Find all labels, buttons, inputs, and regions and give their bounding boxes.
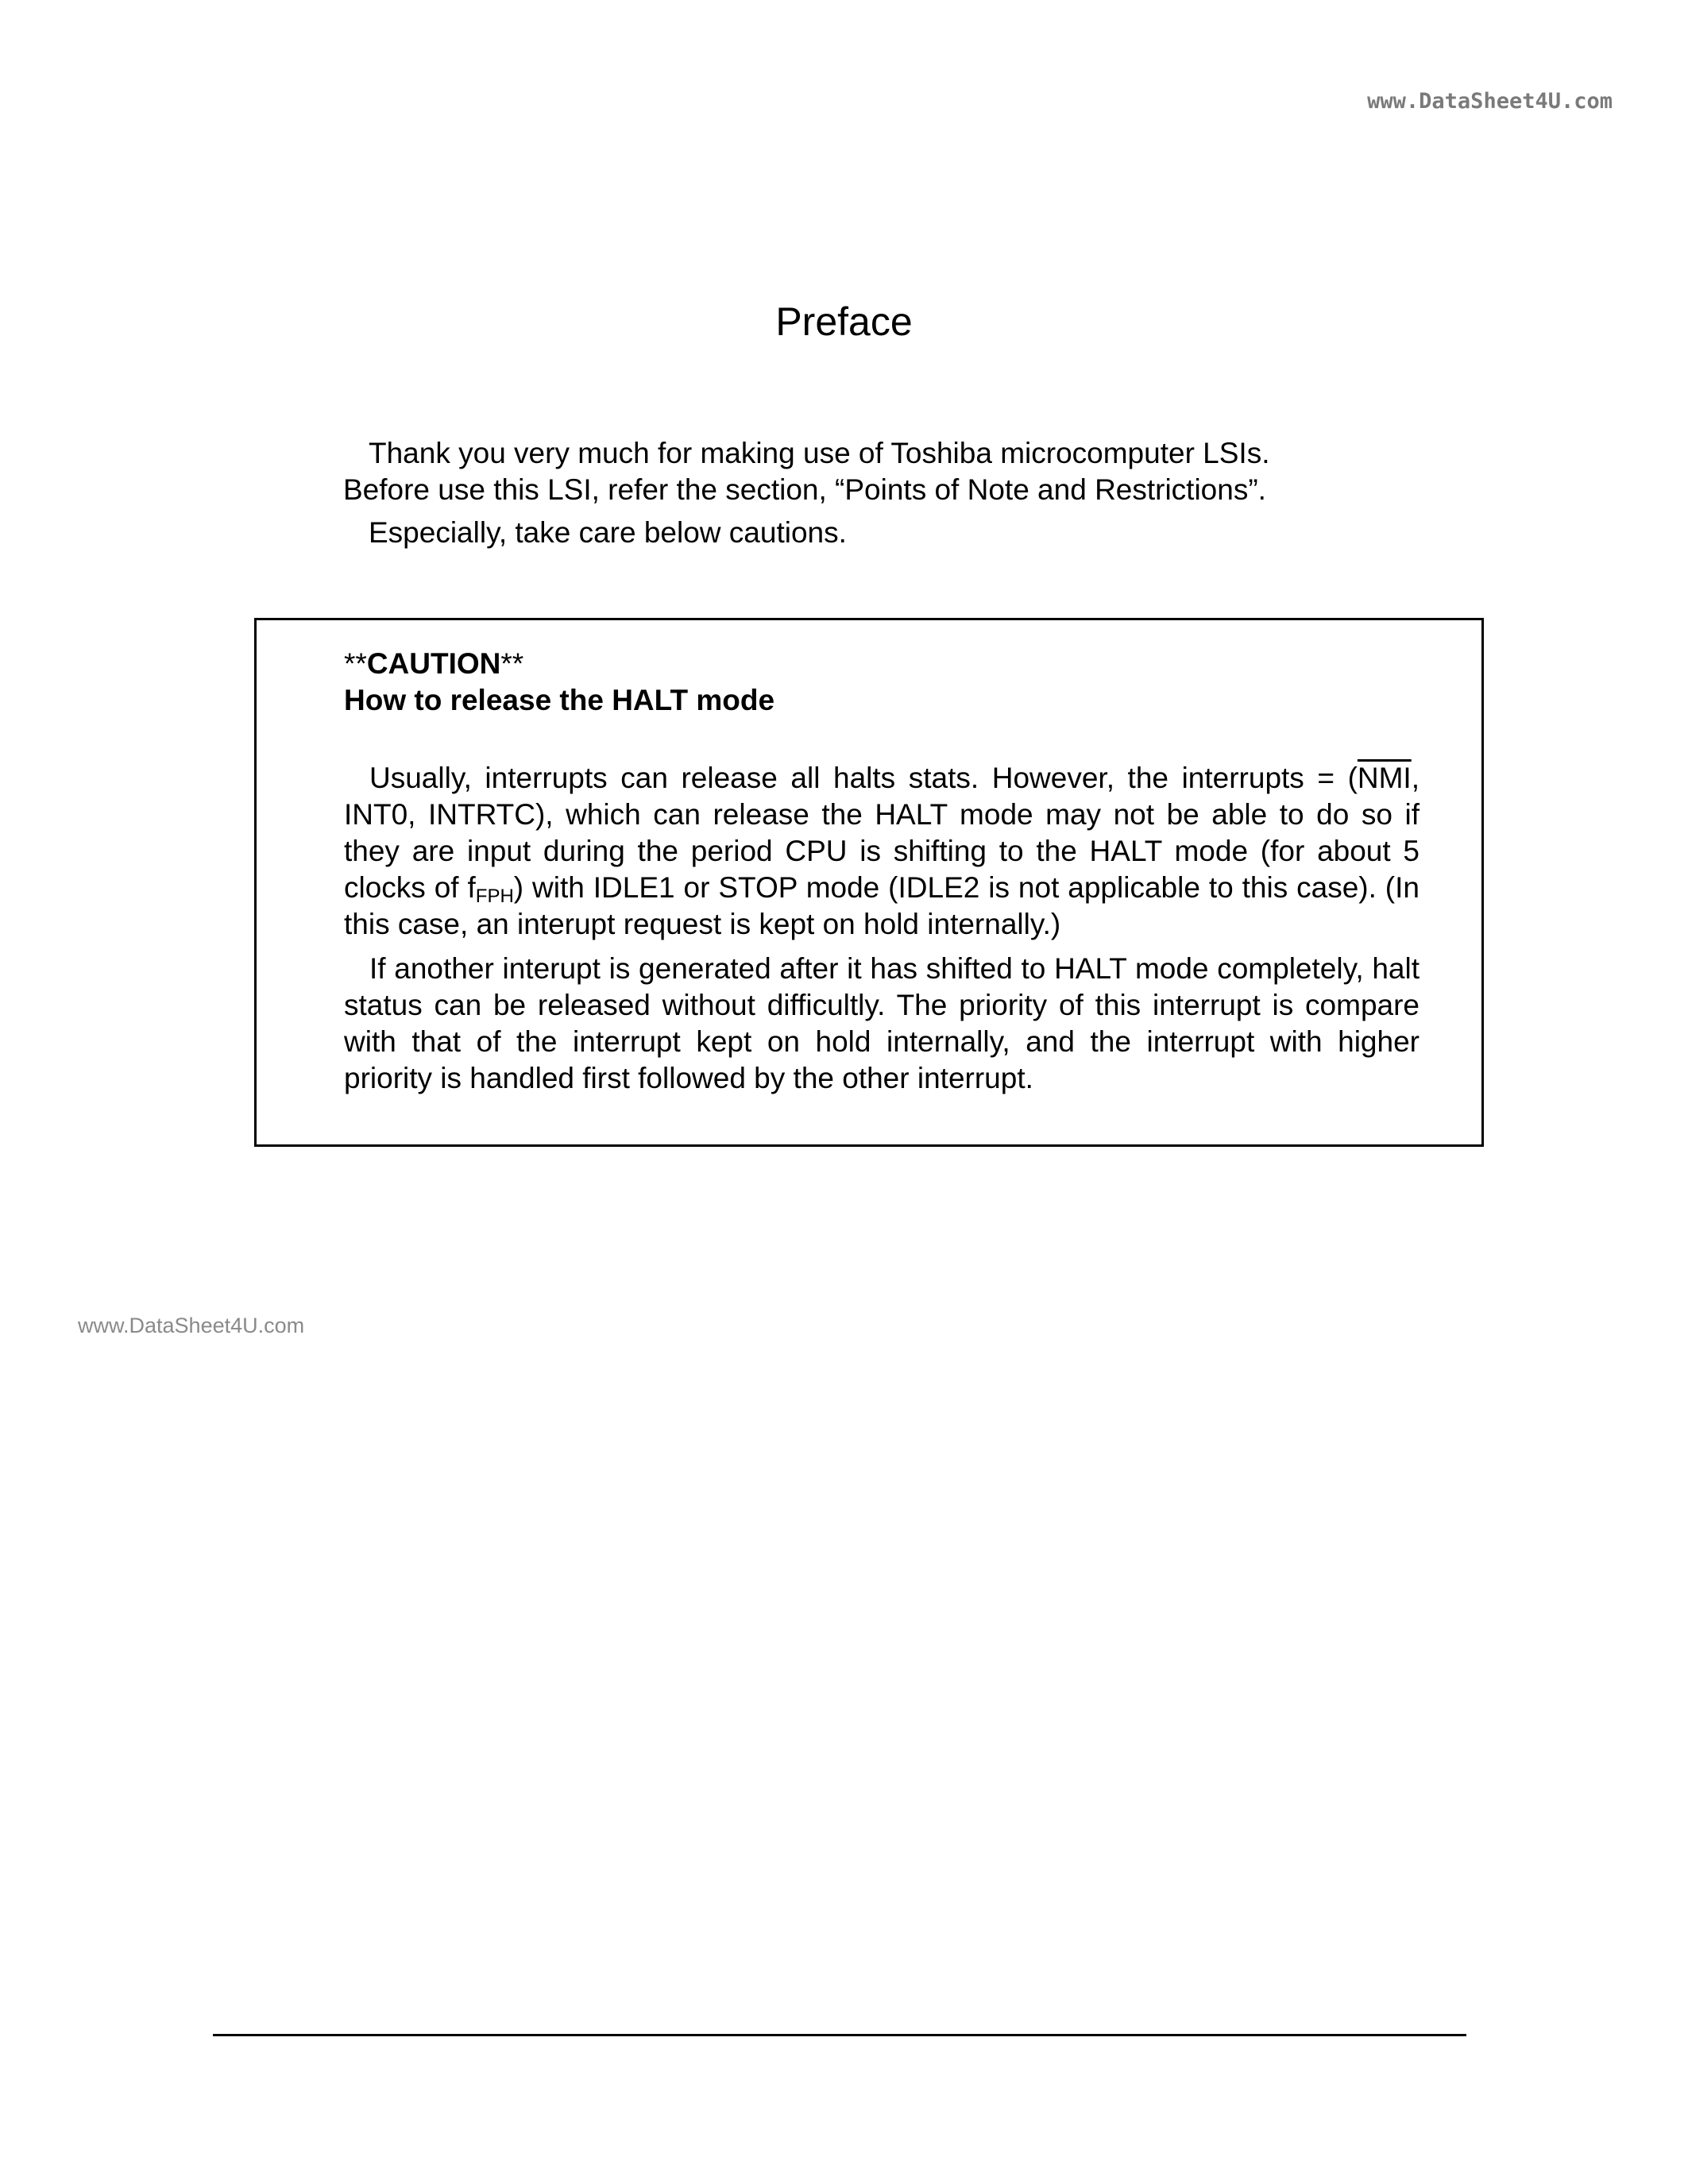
caution-heading: How to release the HALT mode	[344, 684, 775, 716]
intro-line-3: Especially, take care below cautions.	[369, 516, 847, 549]
caution-para1-text-b: , INT0, INTRTC), which can release the HALT mode may not be able to do so if they are input during the period CPU is shifting to the HALT mode (for about 5 clocks of f	[344, 762, 1420, 904]
intro-line-1: Thank you very much for making use of Toshiba microcomputer LSIs.	[369, 437, 1270, 469]
caution-para1-text-a: Usually, interrupts can release all halts stats. However, the interrupts = (	[369, 762, 1358, 794]
caution-word: CAUTION	[366, 647, 501, 680]
watermark-top-link[interactable]: www.DataSheet4U.com	[1367, 89, 1613, 114]
caution-box	[254, 618, 1484, 1147]
intro-line-2: Before use this LSI, refer the section, “Points of Note and Restrictions”.	[343, 473, 1266, 506]
caution-stars-close: **	[500, 647, 524, 680]
caution-content	[344, 646, 1420, 1097]
page-title: Preface	[775, 299, 913, 344]
caution-label	[344, 646, 1420, 682]
intro-section	[343, 435, 1455, 551]
watermark-left-link[interactable]: www.DataSheet4U.com	[78, 1314, 305, 1337]
fph-subscript: FPH	[475, 886, 514, 907]
caution-para2-text: If another interupt is generated after it has shifted to HALT mode completely, halt status can be released without difficultly. The priority of this interrupt is compare with that of the interrupt kept on hold internally, and the interrupt with higher priority is handled first followed by the other interrupt.	[344, 952, 1420, 1094]
nmi-signal: $\overline{NMI}$	[1357, 762, 1412, 794]
caution-paragraph-2	[344, 951, 1420, 1097]
footer-rule	[213, 2034, 1466, 2036]
caution-para1-text-c: ) with IDLE1 or STOP mode (IDLE2 is not applicable to this case). (In this case, an interupt request is kept on hold internally.)	[344, 871, 1420, 940]
caution-paragraph-1	[344, 760, 1420, 943]
caution-stars-open: **	[344, 647, 367, 680]
